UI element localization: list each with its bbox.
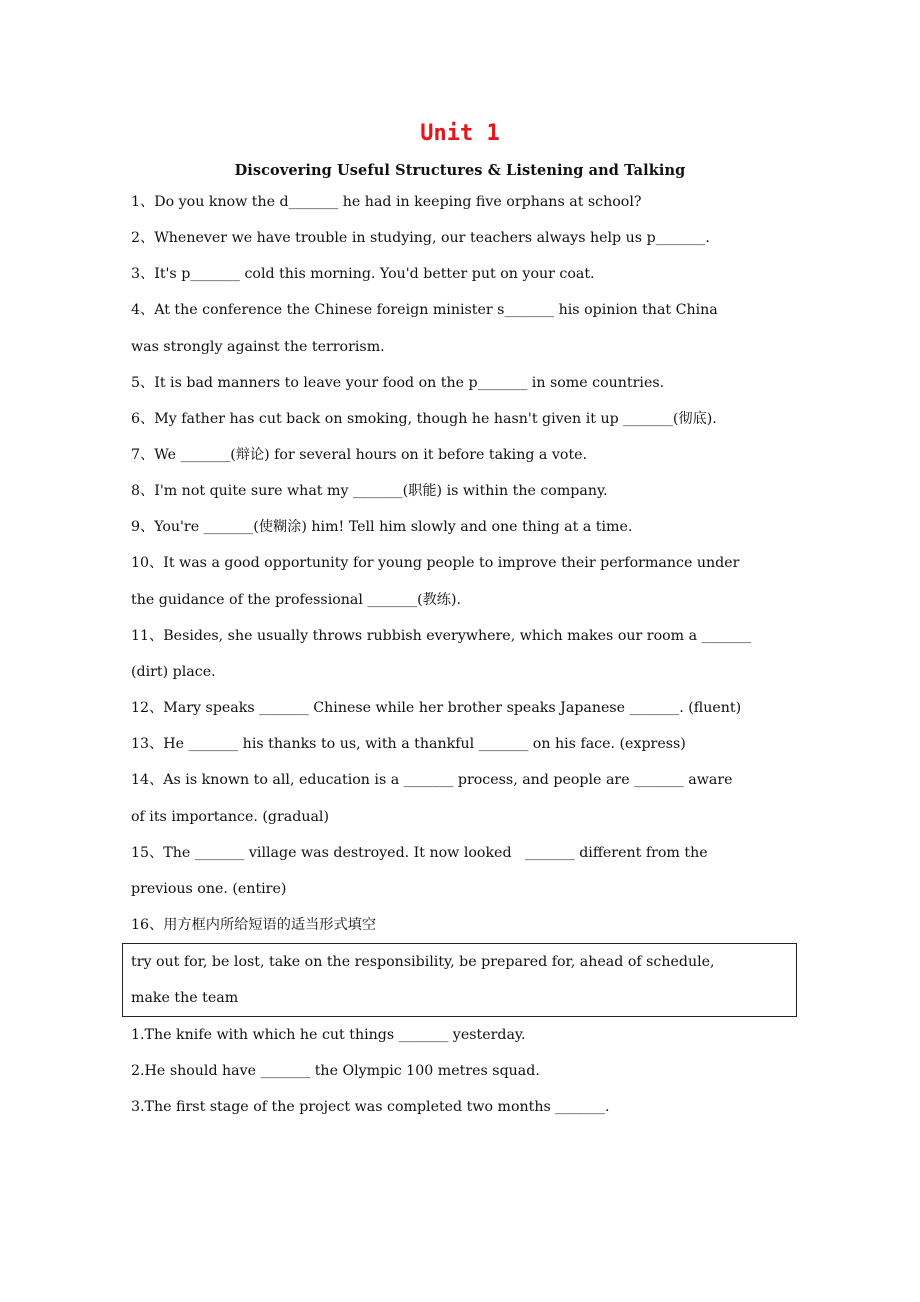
question-14-line-2: of its importance. (gradual) (131, 809, 329, 825)
question-6: 6、My father has cut back on smoking, though he hasn't given it up _______(彻底). (131, 411, 717, 427)
question-4-line-1: 4、At the conference the Chinese foreign minister s_______ his opinion that China (131, 302, 718, 318)
sub-question-3: 3.The first stage of the project was completed two months _______. (131, 1099, 610, 1115)
phrase-box-line-1: try out for, be lost, take on the responsibility, be prepared for, ahead of schedule, (131, 954, 715, 970)
question-10-line-1: 10、It was a good opportunity for young people to improve their performance under (131, 555, 740, 571)
question-4-line-2: was strongly against the terrorism. (131, 339, 385, 355)
question-15-line-1: 15、The _______ village was destroyed. It now looked _______ different from the (131, 845, 708, 861)
question-11-line-2: (dirt) place. (131, 664, 216, 680)
question-11-line-1: 11、Besides, she usually throws rubbish everywhere, which makes our room a _______ (131, 628, 752, 644)
question-12: 12、Mary speaks _______ Chinese while her brother speaks Japanese _______. (fluent) (131, 700, 742, 716)
sub-question-1: 1.The knife with which he cut things _______ yesterday. (131, 1027, 526, 1043)
question-16: 16、用方框内所给短语的适当形式填空 (131, 917, 377, 933)
question-8: 8、I'm not quite sure what my _______(职能) is within the company. (131, 483, 608, 499)
question-15-line-2: previous one. (entire) (131, 881, 287, 897)
question-13: 13、He _______ his thanks to us, with a thankful _______ on his face. (express) (131, 736, 686, 752)
question-5: 5、It is bad manners to leave your food on the p_______ in some countries. (131, 375, 665, 391)
phrase-box-line-2: make the team (131, 990, 239, 1006)
page-title: Unit 1 (420, 121, 500, 146)
question-9: 9、You're _______(使糊涂) him! Tell him slowly and one thing at a time. (131, 519, 633, 535)
question-3: 3、It's p_______ cold this morning. You'd better put on your coat. (131, 266, 595, 282)
question-1: 1、Do you know the d_______ he had in keeping five orphans at school? (131, 194, 642, 210)
question-7: 7、We _______(辩论) for several hours on it before taking a vote. (131, 447, 588, 463)
sub-question-2: 2.He should have _______ the Olympic 100 metres squad. (131, 1063, 540, 1079)
question-10-line-2: the guidance of the professional _______(教练). (131, 592, 462, 608)
page-subtitle: Discovering Useful Structures & Listening and Talking (234, 162, 686, 179)
question-2: 2、Whenever we have trouble in studying, our teachers always help us p_______. (131, 230, 710, 246)
question-14-line-1: 14、As is known to all, education is a _______ process, and people are _______ aware (131, 772, 733, 788)
